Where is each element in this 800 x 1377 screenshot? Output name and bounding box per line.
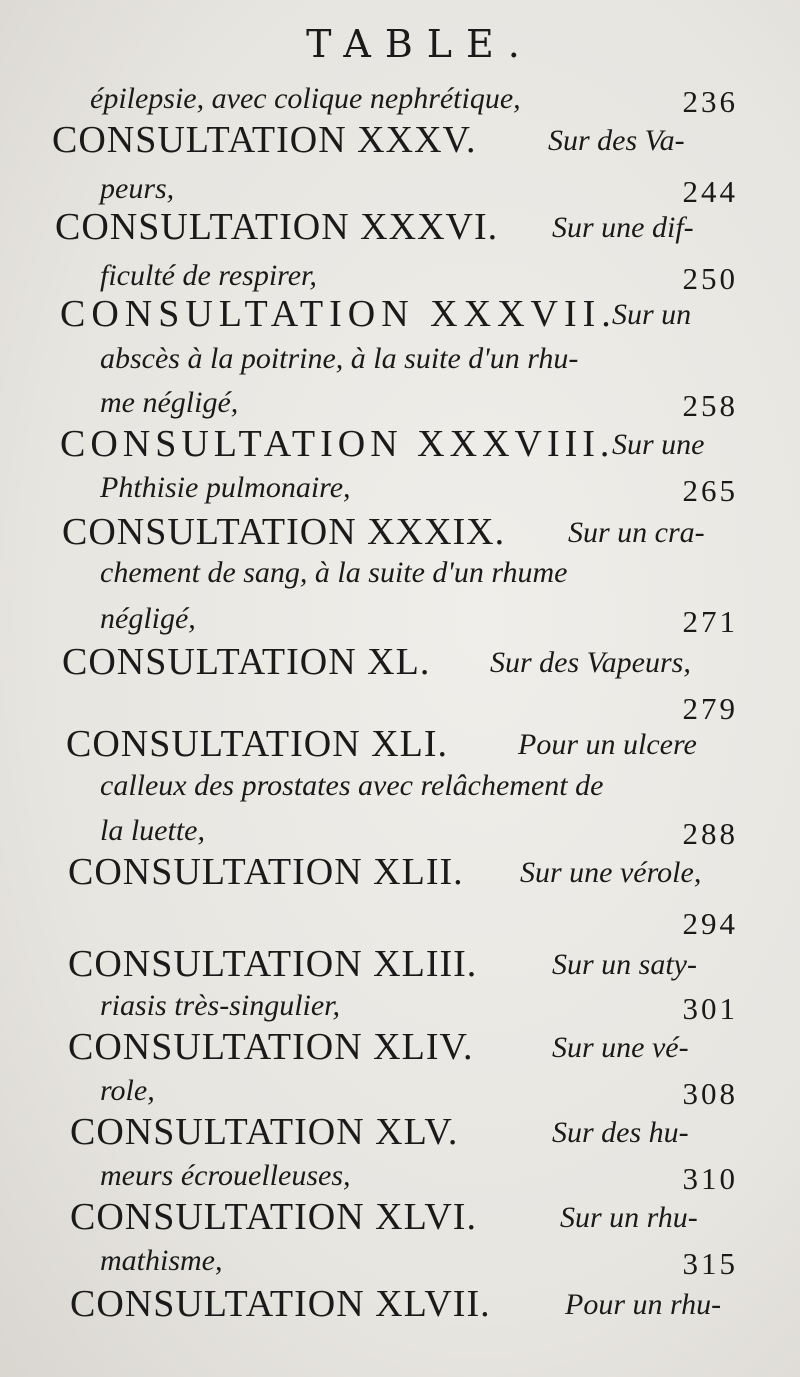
page-number: 236 <box>682 84 738 119</box>
page-title: TABLE. <box>306 22 534 66</box>
consultation-subject: Sur des hu- <box>552 1116 689 1149</box>
consultation-subject: Sur une vérole, <box>520 856 702 889</box>
continuation-text: role, <box>100 1074 155 1107</box>
page-number: 258 <box>682 388 738 423</box>
consultation-subject: Sur un <box>612 298 692 331</box>
consultation-subject: Sur des Va- <box>548 124 685 157</box>
consultation-subject: Sur une dif- <box>552 211 694 244</box>
page-number: 279 <box>682 691 738 726</box>
consultation-heading: CONSULTATION XLI. <box>66 723 448 765</box>
consultation-heading: CONSULTATION XLVII. <box>70 1283 491 1325</box>
continuation-text: négligé, <box>100 602 196 635</box>
consultation-heading: CONSULTATION XLV. <box>70 1111 459 1153</box>
continuation-text: mathisme, <box>100 1244 223 1277</box>
page-number: 244 <box>682 174 738 209</box>
page-number: 301 <box>682 991 738 1026</box>
consultation-heading: CONSULTATION XL. <box>62 641 431 683</box>
consultation-heading: CONSULTATION XXXVI. <box>55 206 499 248</box>
consultation-subject: Sur des Vapeurs, <box>490 646 691 679</box>
page-number: 315 <box>682 1246 738 1281</box>
toc-line <box>0 1282 800 1342</box>
consultation-heading: CONSULTATION XXXV. <box>52 119 477 161</box>
consultation-heading: CONSULTATION XLIV. <box>68 1026 474 1068</box>
consultation-subject: Sur un saty- <box>552 948 697 981</box>
consultation-subject: Sur un cra- <box>568 516 705 549</box>
consultation-heading: CONSULTATION XXXVII. <box>60 293 617 335</box>
page-number: 308 <box>682 1076 738 1111</box>
page-number: 288 <box>682 816 738 851</box>
consultation-subject: Sur une vé- <box>552 1031 689 1064</box>
consultation-subject: Sur une <box>612 428 705 461</box>
page-number: 250 <box>682 261 738 296</box>
continuation-text: Phthisie pulmonaire, <box>100 471 351 504</box>
continuation-text: calleux des prostates avec relâchement de <box>100 769 604 802</box>
consultation-heading: CONSULTATION XXXVIII. <box>60 423 615 465</box>
page-number: 271 <box>682 604 738 639</box>
page-number: 265 <box>682 473 738 508</box>
continuation-text: épilepsie, avec colique nephrétique, <box>90 82 521 115</box>
consultation-heading: CONSULTATION XXXIX. <box>62 511 506 553</box>
continuation-text: riasis très-singulier, <box>100 989 341 1022</box>
consultation-subject: Pour un rhu- <box>565 1288 722 1321</box>
continuation-text: la luette, <box>100 814 205 847</box>
page-number: 310 <box>682 1161 738 1196</box>
consultation-heading: CONSULTATION XLII. <box>68 851 464 893</box>
consultation-subject: Sur un rhu- <box>560 1201 698 1234</box>
consultation-subject: Pour un ulcere <box>518 728 697 761</box>
consultation-heading: CONSULTATION XLVI. <box>70 1196 477 1238</box>
continuation-text: peurs, <box>100 172 175 205</box>
consultation-heading: CONSULTATION XLIII. <box>68 943 478 985</box>
page-number: 294 <box>682 906 738 941</box>
continuation-text: abscès à la poitrine, à la suite d'un rhu- <box>100 342 579 375</box>
continuation-text: chement de sang, à la suite d'un rhume <box>100 556 568 589</box>
continuation-text: meurs écrouelleuses, <box>100 1159 351 1192</box>
continuation-text: ficulté de respirer, <box>100 259 317 292</box>
continuation-text: me négligé, <box>100 386 239 419</box>
